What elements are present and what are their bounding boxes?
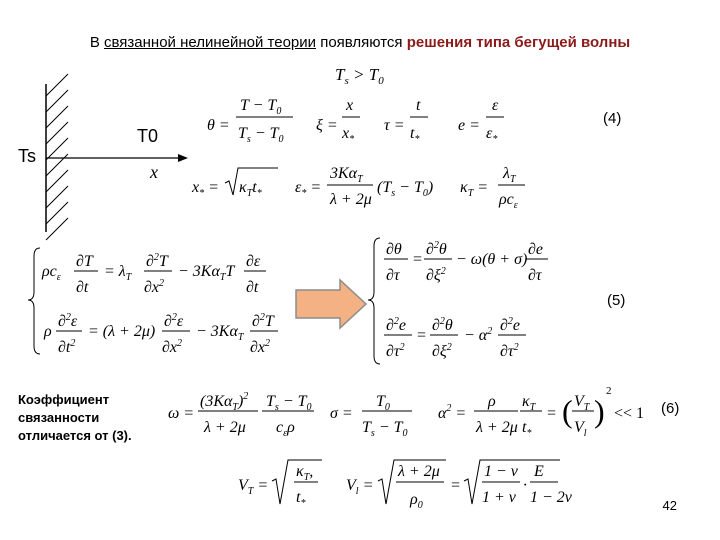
svg-text:∂ξ2: $\partial\xi^2$ <box>426 266 446 284</box>
svg-text:ε: ε <box>492 97 499 114</box>
svg-text:ρ: ρ <box>488 393 496 410</box>
svg-text:<< 1: << 1 <box>614 405 645 422</box>
group-5-dimensionless <box>368 238 548 364</box>
svg-text:Vl: $V_l$ <box>574 419 587 439</box>
svg-text:ε*: $\varepsilon_*$ <box>486 125 498 145</box>
svg-text:1 + ν: 1 + ν <box>482 489 516 506</box>
medium-temperature-label: T0 <box>137 126 159 146</box>
svg-text:λ + 2μ: λ + 2μ <box>476 419 518 436</box>
hot-wall <box>46 74 68 240</box>
svg-text:VT =: $V_T$ = <box>238 477 269 497</box>
svg-text:(3KαT)2: $(3K\alpha_T)^2$ <box>200 391 249 413</box>
equation-number-4: (4) <box>603 110 622 127</box>
svg-text:t*: $t_*$ <box>410 125 420 145</box>
svg-text:1 − ν: 1 − ν <box>484 463 518 480</box>
svg-text:x: x <box>346 97 354 114</box>
svg-text:λ + 2μ: λ + 2μ <box>398 463 440 480</box>
svg-text:∂2T: ∂$^2$T <box>252 312 274 330</box>
coupling-note-line-2: связанности <box>18 410 100 425</box>
svg-text:= λT: = $\lambda_T$ <box>104 263 132 283</box>
svg-text:θ =: θ = <box>207 117 230 134</box>
svg-text:∂t2: $\partial t^2$ <box>58 338 76 356</box>
svg-text:ρcε: $\rho c_\varepsilon$ <box>499 191 518 211</box>
svg-text:∂T: ∂T <box>76 253 93 270</box>
svg-text:κT =: $\kappa_T$ = <box>460 179 489 199</box>
svg-text:T − T0: $T - T_0$ <box>240 97 282 117</box>
condition-ts-gt-t0 <box>335 65 384 87</box>
svg-text:=: = <box>546 405 557 422</box>
svg-text:λ + 2μ: λ + 2μ <box>330 191 372 208</box>
svg-text:∂2T: ∂$^2$T <box>146 252 168 270</box>
group-6-formulas <box>168 385 644 511</box>
svg-text:t*: $t_*$ <box>522 419 532 439</box>
svg-text:∂t: ∂t <box>76 279 89 296</box>
svg-text:∂τ: ∂τ <box>386 267 400 284</box>
svg-text:− 3KαTT: − $3K\alpha_TT$ <box>178 263 235 283</box>
coupling-note-line-3: отличается от (3). <box>18 428 132 443</box>
axis-label: x <box>150 162 158 182</box>
svg-text:E: E <box>534 463 544 480</box>
svg-text:τ =: τ = <box>384 117 405 134</box>
svg-text:2: 2 <box>606 385 612 397</box>
svg-text:(Ts − T0): $(T_s - T_0)$ <box>377 179 434 199</box>
svg-text:(: ( <box>562 393 573 429</box>
svg-text:α2 =: $\alpha^2$ = <box>438 403 467 422</box>
svg-text:ξ =: ξ = <box>316 117 338 134</box>
title-part-2: появляются <box>316 34 407 51</box>
svg-text:− ω(θ + σ): − ω(θ + σ) <box>456 251 528 268</box>
svg-text:∂x2: $\partial x^2$ <box>162 338 183 356</box>
svg-text:∂τ2: $\partial\tau^2$ <box>386 342 405 360</box>
svg-text:− α2: − $\alpha^2$ <box>464 326 493 344</box>
equation-number-5: (5) <box>607 292 626 309</box>
svg-text:): ) <box>594 393 605 429</box>
svg-text:= (λ + 2μ): = (λ + 2μ) <box>88 323 156 340</box>
svg-text:ρ0: $\rho_0$ <box>410 491 423 511</box>
title-part-1: В <box>89 34 104 51</box>
coupling-note-line-1: Коэффициент <box>18 392 110 407</box>
svg-text:κTt*: $\kappa_Tt_*$ <box>239 179 262 199</box>
slide-number: 42 <box>662 498 677 513</box>
svg-text:κT: $\kappa_T$ <box>522 393 536 413</box>
svg-text:∂2θ: ∂$^2$θ <box>426 240 447 258</box>
wall-temperature-label: Ts <box>18 146 36 166</box>
svg-text:t*: $t_*$ <box>296 489 306 509</box>
svg-text:=: = <box>450 477 461 494</box>
svg-text:∂θ: ∂θ <box>386 241 402 258</box>
svg-text:x*: $x_*$ <box>342 125 355 145</box>
title-highlight: решения типа бегущей волны <box>406 34 631 51</box>
svg-text:=: = <box>412 251 423 268</box>
group-5-dimensional <box>28 248 278 356</box>
svg-text:VT: $V_T$ <box>574 393 590 413</box>
equation-number-6: (6) <box>661 400 680 417</box>
svg-text:∂2θ: ∂$^2$θ <box>432 316 453 334</box>
svg-text:∂x2: $\partial x^2$ <box>144 278 165 296</box>
svg-text:∂2e: ∂$^2$e <box>500 316 521 334</box>
svg-text:x* =: $x_*$ = <box>192 179 219 199</box>
svg-text:=: = <box>416 327 427 344</box>
svg-text:Vl =: $V_l$ = <box>346 477 374 497</box>
title-underlined: связанной нелинейной теории <box>104 34 317 51</box>
svg-text:∂τ2: $\partial\tau^2$ <box>500 342 519 360</box>
svg-text:∂e: ∂e <box>528 241 544 258</box>
svg-text:κT,: $\kappa_T$, <box>296 463 314 483</box>
svg-text:Ts > T0: $T_s > T_0$ <box>335 65 384 87</box>
svg-text:Ts − T0: $T_s - T_0$ <box>362 419 408 439</box>
svg-text:Ts − T0: $T_s - T_0$ <box>266 393 312 413</box>
svg-text:·: · <box>523 477 527 494</box>
svg-text:∂2ε: ∂$^2$ε <box>58 312 78 330</box>
svg-text:e =: e = <box>458 117 480 134</box>
svg-text:∂ε: ∂ε <box>246 253 261 270</box>
svg-text:t: t <box>416 97 421 114</box>
svg-text:λT: $\lambda_T$ <box>503 165 516 185</box>
coupling-note <box>18 391 132 445</box>
svg-text:∂2e: ∂$^2$e <box>386 316 407 334</box>
svg-text:T0: $T_0$ <box>376 393 390 413</box>
svg-text:∂ξ2: $\partial\xi^2$ <box>432 342 452 360</box>
svg-text:Ts − T0: $T_s - T_0$ <box>238 125 284 145</box>
svg-text:σ =: σ = <box>330 405 353 422</box>
group-4-formulas <box>191 97 525 211</box>
transform-arrow <box>296 280 366 328</box>
svg-text:∂x2: $\partial x^2$ <box>250 338 271 356</box>
svg-text:∂t: ∂t <box>246 279 259 296</box>
svg-text:λ + 2μ: λ + 2μ <box>204 419 246 436</box>
svg-text:1 − 2ν: 1 − 2ν <box>530 489 572 506</box>
svg-text:− 3KαT: − $3K\alpha_T$ <box>196 323 244 343</box>
svg-text:ω =: ω = <box>168 405 195 422</box>
svg-text:ρ: ρ <box>44 323 52 340</box>
svg-text:3KαT: $3K\alpha_T$ <box>330 165 363 185</box>
svg-text:∂τ: ∂τ <box>528 267 542 284</box>
svg-text:cερ: $c_\varepsilon\rho$ <box>276 419 295 439</box>
svg-text:ρcε: $\rho c_\varepsilon$ <box>42 263 61 283</box>
svg-text:ε* =: $\varepsilon_*$ = <box>295 179 322 199</box>
svg-text:∂2ε: ∂$^2$ε <box>164 312 184 330</box>
